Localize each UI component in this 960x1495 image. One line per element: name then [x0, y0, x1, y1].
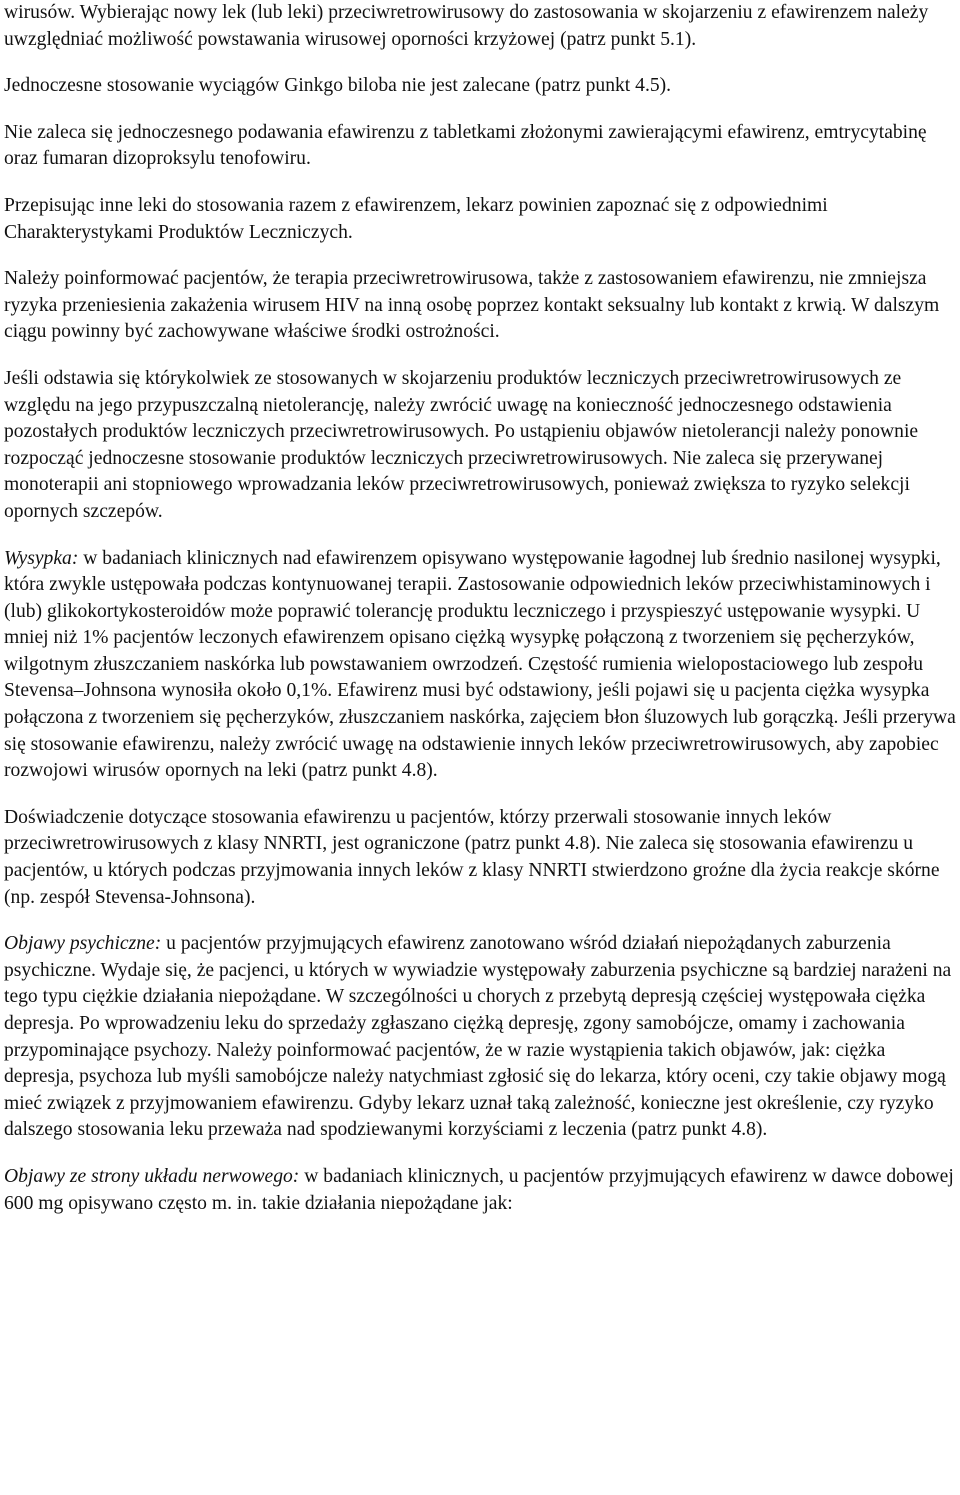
- paragraph-prescribing: [4, 193, 958, 246]
- paragraph-text: u pacjentów przyjmujących efawirenz zanotowano wśród działań niepożądanych zaburzenia psychiczne. Wydaje się, że pacjenci, u których w wywiadzie występowały zaburzenia psychiczne są bardziej narażeni na tego typu ciężkie działania niepożądane. W szczególności u chorych z przebytą depresją częściej występowała ciężka depresja. Po wprowadzeniu leku do sprzedaży zgłaszano ciężką depresję, zgony samobójcze, omamy i zachowania przypominające psychozy. Należy poinformować pacjentów, że w razie wystąpienia takich objawów, jak: ciężka depresja, psychoza lub myśli samobójcze należy natychmiast zgłosić się do lekarza, który oceni, czy takie objawy mogą mieć związek z przyjmowaniem efawirenzu. Gdyby lekarz uznał taką zależność, konieczne jest określenie, czy ryzyko dalszego stosowania leku przeważa nad spodziewanymi korzyściami z leczenia (patrz punkt 4.8).: [4, 933, 952, 1141]
- paragraph-nnrti-experience: [4, 805, 958, 911]
- paragraph-rash: [4, 546, 958, 785]
- paragraph-resistance: [4, 0, 958, 53]
- paragraph-combination-tablets: [4, 120, 958, 173]
- paragraph-text: Należy poinformować pacjentów, że terapia przeciwretrowirusowa, także z zastosowaniem efawirenzu, nie zmniejsza ryzyka przeniesienia zakażenia wirusem HIV na inną osobę poprzez kontakt seksualny lub kontakt z krwią. W dalszym ciągu powinny być zachowywane właściwe środki ostrożności.: [4, 268, 940, 343]
- paragraph-lead-psychiatric: Objawy psychiczne:: [4, 933, 162, 955]
- paragraph-text: Jeśli odstawia się którykolwiek ze stosowanych w skojarzeniu produktów leczniczych przeciwretrowirusowych ze względu na jego przypuszczalną nietolerancję, należy zwrócić uwagę na konieczność jednoczesnego odstawienia pozostałych produktów leczniczych przeciwretrowirusowych. Po ustąpieniu objawów nietolerancji należy ponownie rozpocząć jednoczesne stosowanie produktów leczniczych przeciwretrowirusowych. Nie zaleca się przerywanej monoterapii ani stopniowego wprowadzania leków przeciwretrowirusowych, ponieważ zwiększa to ryzyko selekcji opornych szczepów.: [4, 367, 919, 522]
- paragraph-transmission: [4, 266, 958, 346]
- paragraph-text: Przepisując inne leki do stosowania razem z efawirenzem, lekarz powinien zapoznać się z odpowiednimi Charakterystykami Produktów Leczniczych.: [4, 194, 828, 243]
- paragraph-text: Nie zaleca się jednoczesnego podawania efawirenzu z tabletkami złożonymi zawierającymi efawirenz, emtrycytabinę oraz fumaran dizoproksylu tenofowiru.: [4, 121, 927, 170]
- paragraph-lead-rash: Wysypka:: [4, 547, 79, 569]
- paragraph-text: Jednoczesne stosowanie wyciągów Ginkgo biloba nie jest zalecane (patrz punkt 4.5).: [4, 75, 672, 97]
- paragraph-lead-nervous-system: Objawy ze strony układu nerwowego:: [4, 1165, 300, 1187]
- paragraph-psychiatric: [4, 931, 958, 1144]
- document-page: [4, 0, 958, 1237]
- paragraph-nervous-system: [4, 1164, 958, 1217]
- paragraph-text: wirusów. Wybierając nowy lek (lub leki) przeciwretrowirusowy do zastosowania w skojarzeniu z efawirenzem należy uwzględniać możliwość powstawania wirusowej oporności krzyżowej (patrz punkt 5.1).: [4, 2, 929, 50]
- paragraph-text: w badaniach klinicznych nad efawirenzem opisywano występowanie łagodnej lub średnio nasilonej wysypki, która zwykle ustępowała podczas kontynuowanej terapii. Zastosowanie odpowiednich leków przeciwhistaminowych i (lub) glikokortykosteroidów może poprawić tolerancję produktu leczniczego i przyspieszyć ustępowanie wysypki. U mniej niż 1% pacjentów leczonych efawirenzem opisano ciężką wysypkę połączoną z tworzeniem się pęcherzyków, wilgotnym złuszczaniem naskórka lub powstawaniem owrzodzeń. Częstość rumienia wielopostaciowego lub zespołu Stevensa–Johnsona wynosiła około 0,1%. Efawirenz musi być odstawiony, jeśli pojawi się u pacjenta ciężka wysypka połączona z tworzeniem się pęcherzyków, złuszczaniem naskórka, zajęciem błon śluzowych lub gorączką. Jeśli przerywa się stosowanie efawirenzu, należy zwrócić uwagę na odstawienie innych leków przeciwretrowirusowych, aby zapobiec rozwojowi wirusów opornych na leki (patrz punkt 4.8).: [4, 547, 956, 782]
- paragraph-ginkgo: [4, 73, 958, 100]
- paragraph-text: Doświadczenie dotyczące stosowania efawirenzu u pacjentów, którzy przerwali stosowanie innych leków przeciwretrowirusowych z klasy NNRTI, jest ograniczone (patrz punkt 4.8). Nie zaleca się stosowania efawirenzu u pacjentów, u których podczas przyjmowania innych leków z klasy NNRTI stwierdzono groźne dla życia reakcje skórne (np. zespół Stevensa-Johnsona).: [4, 806, 940, 908]
- paragraph-discontinuation: [4, 366, 958, 526]
- paragraph-text: w badaniach klinicznych, u pacjentów przyjmujących efawirenz w dawce dobowej 600 mg opisywano często m. in. takie działania niepożądane jak:: [4, 1165, 954, 1214]
